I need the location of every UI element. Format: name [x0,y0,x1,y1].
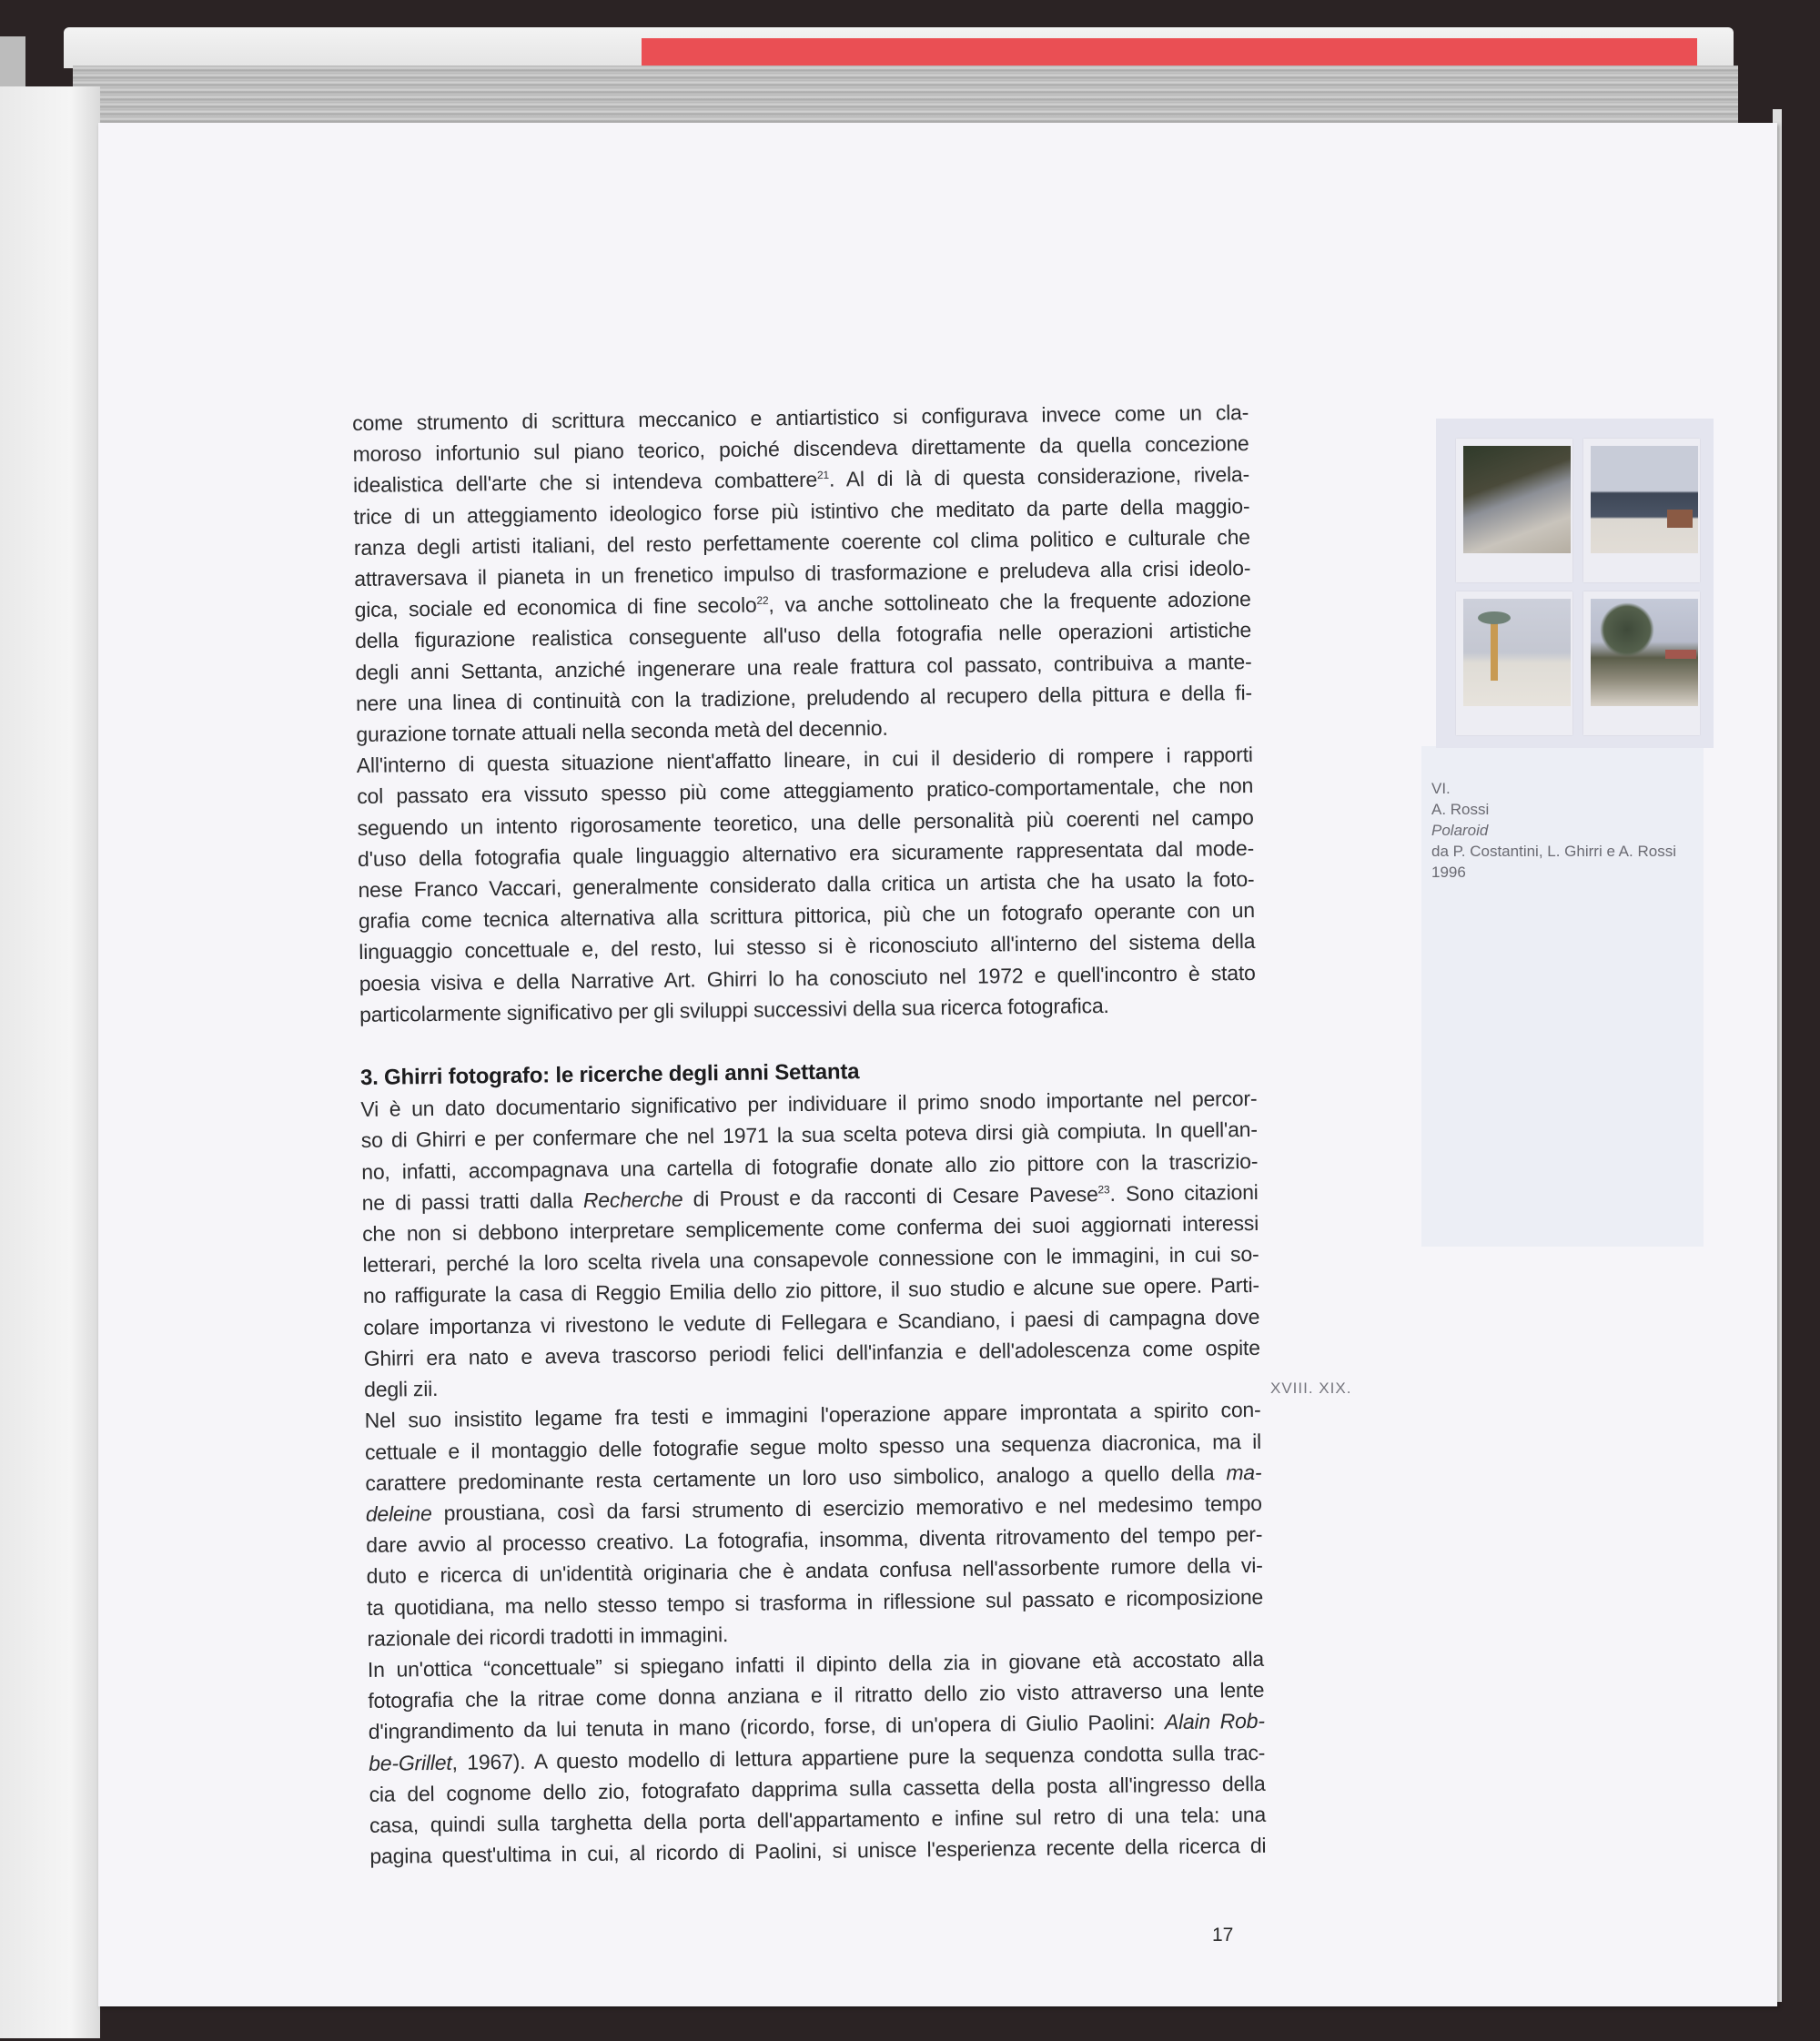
red-bookmark-ribbon [642,38,1697,66]
body-text [352,397,1267,1872]
page-number: 17 [1212,1925,1234,1945]
text-line: fotografia che la ritrae come donna anziana e il ritratto dello zio visto attraverso una lente [368,1677,1265,1713]
footnote-ref: 21 [816,469,830,482]
palm-trunk-icon [1491,617,1498,681]
text-span: proustiana, così da farsi strumento di esercizio memorativo e nel medesimo tempo [431,1490,1262,1525]
paragraph-4 [364,1394,1263,1654]
figure-caption [1431,778,1676,883]
text-span: . Al di là di questa considerazione, rivela- [828,462,1250,492]
text-line: In un'ottica “concettuale” si spiegano infatti il dipinto della zia in giovane età accostato alla [367,1646,1265,1682]
caption-author: A. Rossi [1431,801,1490,818]
text-line: no, infatti, accompagnava una cartella di fotografie donate allo zio pittore con la trascrizio- [361,1148,1259,1184]
text-line: seguendo un intento rigorosamente teoretico, una delle personalità più coerenti nel campo [357,804,1254,840]
polaroid-1 [1456,439,1572,582]
text-line: della figurazione realistica conseguente all'uso della fotografia nelle operazioni artistiche [354,618,1252,653]
text-span: , 1967). A questo modello di lettura appartiene pure la sequenza condotta sulla trac- [451,1740,1266,1774]
text-line: nese Franco Vaccari, generalmente considerato dalla critica un artista che ha usato la foto- [358,866,1255,903]
text-line: poesia visiva e della Narrative Art. Ghirri lo ha conosciuto nel 1972 e quell'incontro è stato [359,960,1256,995]
text-span: . Sono citazioni [1109,1179,1259,1206]
text-span: di Proust e da racconti di Cesare Pavese [682,1181,1098,1211]
paragraph-2 [357,739,1257,1030]
text-span: ne di passi tratti dalla [361,1187,584,1215]
polaroid-4 [1583,591,1700,735]
paragraph-3 [360,1083,1260,1405]
polaroid-2 [1583,439,1700,582]
plate-number: VI. [1431,780,1451,797]
text-line: duto e ricerca di un'identità originaria che è andata confusa nell'assorbente rumore della vi- [366,1553,1263,1589]
polaroid-3 [1456,591,1572,735]
text-line: gurazione tornate attuali nella seconda metà del decennio. [356,715,888,747]
text-line: All'interno di questa situazione nient'affatto lineare, in cui il desiderio di rompere i rapporti [356,743,1253,778]
text-span: gica, sociale ed economica di fine secolo [354,592,757,622]
paragraph-1 [352,397,1253,750]
italic-word: deleine [365,1500,432,1526]
text-line: come strumento di scrittura meccanico e antiartistico si configurava invece come un cla- [352,399,1249,435]
text-line: dare avvio al processo creativo. La fotografia, insomma, diventa ritrovamento del tempo per- [366,1521,1263,1558]
text-line: Vi è un dato documentario significativo per individuare il primo snodo importante nel percor- [360,1086,1258,1122]
text-line: particolarmente significativo per gli sviluppi successivi della sua ricerca fotografica. [359,993,1109,1026]
photo-beach-cafe-trees [1463,446,1571,553]
text-line: ranza degli artisti italiani, del resto perfettamente coerente col clima politico e culturale che [353,524,1250,560]
text-line: no raffigurate la casa di Reggio Emilia dello zio pittore, il suo studio e alcune sue opere. Parti- [362,1273,1260,1308]
text-line: colare importanza vi rivestono le vedute di Fellegara e Scandiano, i paesi di campagna dove [363,1304,1260,1339]
text-line: linguaggio concettuale e, del resto, lui stesso si è riconosciuto all'interno del sistema della [359,929,1256,965]
text-line: degli anni Settanta, anziché ingenerare una reale frattura col passato, contribuiva a mante- [355,649,1252,684]
text-line: attraversava il pianeta in un frenetico impulso di trasformazione e preludeva alla crisi ideolo- [354,555,1251,591]
caption-source: da P. Costantini, L. Ghirri e A. Rossi [1431,843,1676,860]
caption-title: Polaroid [1431,822,1489,839]
text-line: col passato era vissuto spesso più come atteggiamento pratico-comportamentale, che non [357,773,1254,809]
text-line: Ghirri era nato e aveva trascorso periodi felici dell'infanzia e dell'adolescenza come ospite [363,1335,1260,1370]
text-line: ta quotidiana, ma nello stesso tempo si trasforma in riflessione sul passato e ricomposizione [366,1584,1264,1620]
paragraph-5 [368,1643,1267,1872]
red-car-icon [1667,510,1693,528]
facing-page-left [0,86,100,2038]
text-line: so di Ghirri e per confermare che nel 1971 la sua scelta poteva dirsi già compiuta. In quell'an- [360,1117,1258,1153]
footnote-ref: 22 [756,593,769,608]
text-span: carattere predominante resta certamente un loro uso simbolico, analogo a quello della [365,1460,1227,1495]
palm-leaves-icon [1478,611,1511,624]
text-line: cettuale e il montaggio delle fotografie segue molto spesso una sequenza diacronica, ma il [364,1429,1262,1464]
italic-title: be-Grillet [369,1750,452,1775]
text-span: d'ingrandimento da lui tenuta in mano (ricordo, forse, di un'opera di Giulio Paolini: [368,1710,1166,1744]
text-line: trice di un atteggiamento ideologico forse più istintivo che meditato da parte della maggio- [353,493,1250,529]
photo-palm-sculpture [1463,599,1571,706]
text-line: letterari, perché la loro scelta rivela una consapevole connessione con le immagini, in cui so- [362,1242,1259,1278]
text-span: , va anche sottolineato che la frequente adozione [768,587,1251,617]
text-line: cia del cognome dello zio, fotografato dapprima sulla cassetta della posta all'ingresso della [369,1771,1266,1806]
section-heading: 3. Ghirri fotografo: le ricerche degli anni Settanta [359,1059,860,1091]
text-line: che non si debbono interpretare semplicemente come conferma dei suoi aggiornati interessi [361,1210,1259,1247]
palm-tree-icon [1600,602,1654,657]
page-stack-edges [73,66,1738,129]
photo-palm-tree-garden [1591,599,1698,706]
text-line: pagina quest'ultima in cui, al ricordo di Paolini, si unisce l'esperienza recente della ricerca di [369,1833,1267,1869]
text-line: grafia come tecnica alternativa alla scrittura pittorica, più che un fotografo operante con un [358,898,1255,934]
text-line: razionale dei ricordi tradotti in immagini. [367,1622,729,1651]
text-line: degli zii. [364,1377,439,1402]
text-span: idealistica dell'arte che si intendeva combattere [352,468,818,498]
left-page-edge [0,36,25,91]
polaroid-figure [1436,419,1714,748]
text-line: nere una linea di continuità con la tradizione, preludendo al recupero della pittura e della fi- [355,680,1253,715]
italic-word: ma- [1226,1460,1262,1485]
photo-beach-bar-building [1591,446,1698,553]
caption-year: 1996 [1431,864,1466,881]
footnote-ref: 23 [1097,1183,1110,1197]
text-line: casa, quindi sulla targhetta della porta dell'appartamento e infine sul retro di una tela: una [369,1802,1267,1837]
text-line: d'uso della fotografia quale linguaggio alternativo era sicuramente rappresentata dal mode- [357,835,1255,871]
italic-title: Alain Rob- [1164,1709,1265,1734]
italic-title: Recherche [582,1187,683,1212]
plate-reference: XVIII. XIX. [1270,1379,1352,1397]
text-line: moroso infortunio sul piano teorico, poiché discendeva direttamente da quella concezione [352,431,1249,467]
red-roof-icon [1665,650,1696,659]
text-line: Nel suo insistito legame fra testi e immagini l'operazione appare improntata a spirito con- [364,1398,1261,1433]
